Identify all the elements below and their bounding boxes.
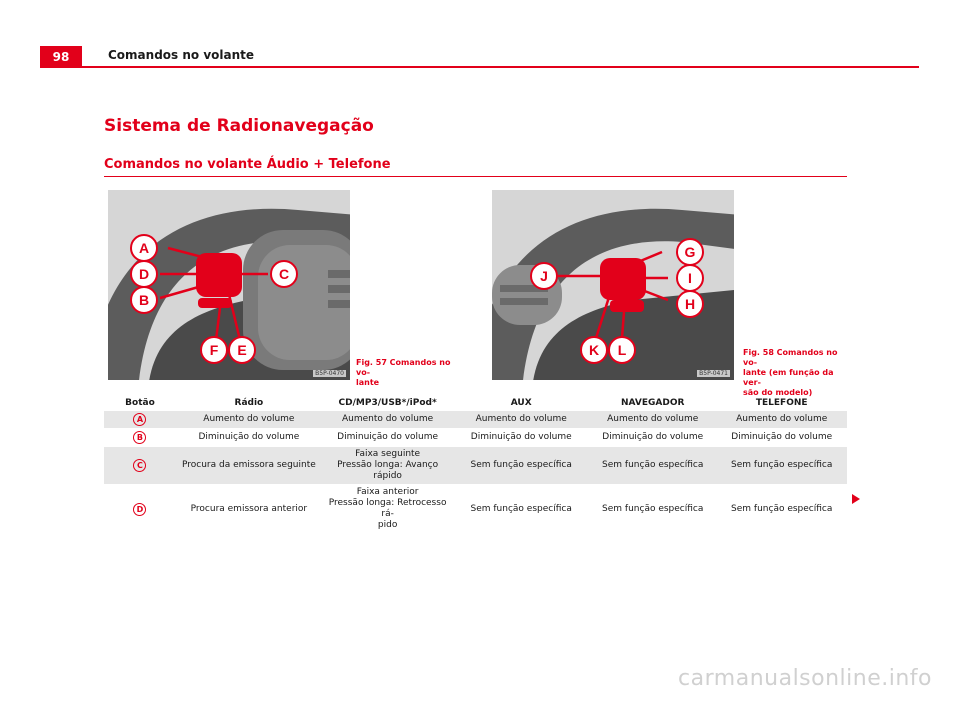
table-cell: Sem função específica (716, 447, 847, 485)
table-header: CD/MP3/USB*/iPod* (338, 397, 437, 408)
table-cell: Sem função específica (589, 485, 716, 534)
table-row (104, 429, 847, 447)
table-cell: Diminuição do volume (716, 429, 847, 447)
header-title: Comandos no volante (108, 48, 255, 62)
steering-wheel-illustration (492, 190, 734, 380)
table-cell: Sem função específica (453, 485, 589, 534)
figure-code: B5P-0470 (315, 370, 344, 377)
table-row (104, 485, 847, 534)
callout-E: E (237, 342, 247, 358)
table-header: Botão (125, 397, 155, 408)
table-cell: Aumento do volume (716, 411, 847, 429)
page-header (40, 46, 919, 68)
table-cell: Aumento do volume (322, 411, 454, 429)
table-cell: Sem função específica (716, 485, 847, 534)
table-header: NAVEGADOR (621, 397, 685, 408)
table-cell: Faixa seguinte Pressão longa: Avanço rápido (322, 447, 454, 485)
table-cell: Sem função específica (453, 447, 589, 485)
table-cell: Sem função específica (589, 447, 716, 485)
subsection-rule (104, 176, 847, 177)
callout-K: K (588, 342, 600, 358)
controls-table (104, 395, 847, 533)
figure-code: B5P-0471 (699, 370, 728, 377)
table-cell: Diminuição do volume (322, 429, 454, 447)
steering-wheel-illustration (108, 190, 350, 380)
callout-J: J (540, 268, 548, 284)
callout-A: A (138, 240, 150, 256)
steering-wheel-figure-58 (492, 190, 734, 380)
table-header: TELEFONE (755, 397, 808, 408)
table-cell: Aumento do volume (176, 411, 322, 429)
callout-D: D (138, 266, 150, 282)
table-cell: Diminuição do volume (589, 429, 716, 447)
callout-I: I (688, 270, 692, 286)
steering-wheel-figure-57 (108, 190, 350, 380)
button-badge: D (133, 503, 146, 516)
table-header: AUX (510, 397, 532, 408)
continue-arrow-icon (852, 494, 860, 504)
callout-F: F (209, 342, 219, 358)
header-rule (82, 66, 919, 68)
table-cell: Faixa anterior Pressão longa: Retrocesso rá- pido (322, 485, 454, 534)
callout-G: G (684, 244, 696, 260)
table-header-row (104, 395, 847, 411)
callout-H: H (684, 296, 696, 312)
button-badge: A (133, 413, 146, 426)
figure-58-caption: Fig. 58 Comandos no vo- lante (em função da ver- são do modelo) (743, 348, 838, 397)
table-cell: Procura da emissora seguinte (176, 447, 322, 485)
callout-L: L (617, 342, 627, 358)
figure-57-caption: Fig. 57 Comandos no vo- lante (356, 358, 451, 387)
subsection-title: Comandos no volante Áudio + Telefone (104, 157, 391, 172)
page-number: 98 (40, 46, 82, 68)
button-badge: C (133, 459, 146, 472)
table-cell: Diminuição do volume (453, 429, 589, 447)
callout-C: C (278, 266, 290, 282)
button-badge: B (133, 431, 146, 444)
table-header: Rádio (234, 397, 264, 408)
watermark: carmanualsonline.info (678, 666, 932, 691)
table-cell: Diminuição do volume (176, 429, 322, 447)
table-row (104, 447, 847, 485)
callout-B: B (138, 292, 150, 308)
table-row (104, 411, 847, 429)
table-cell: Procura emissora anterior (176, 485, 322, 534)
table-cell: Aumento do volume (453, 411, 589, 429)
section-title: Sistema de Radionavegação (104, 116, 374, 136)
table-cell: Aumento do volume (589, 411, 716, 429)
